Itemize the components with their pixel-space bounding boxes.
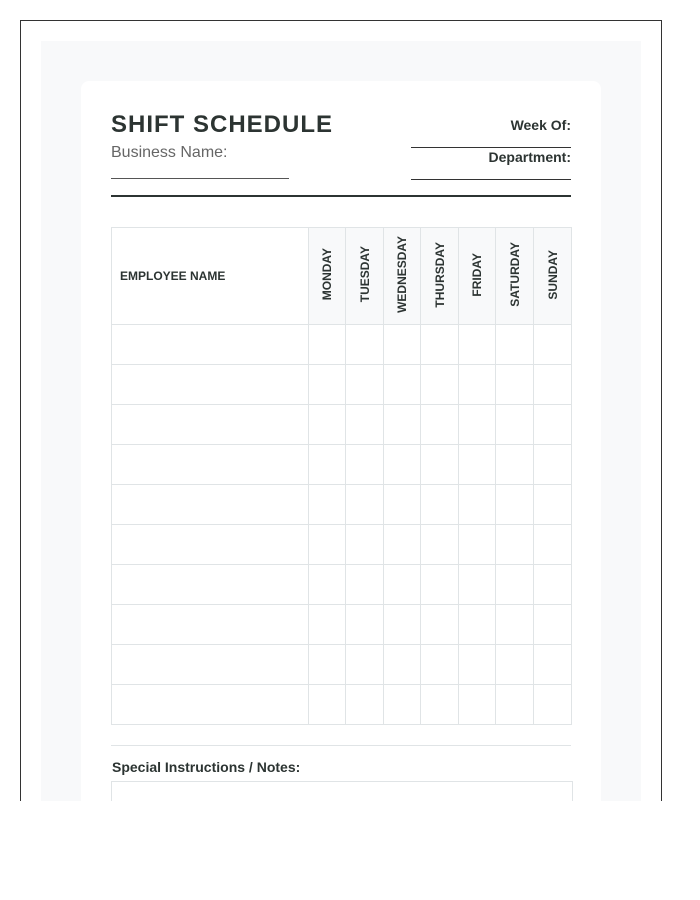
column-header-saturday: SATURDAY [507,242,522,307]
shift-cell[interactable] [309,325,346,365]
page-background [41,41,641,801]
shift-cell[interactable] [421,365,459,405]
employee-name-cell[interactable] [112,405,309,445]
shift-cell[interactable] [309,365,346,405]
table-header-row [112,228,572,325]
section-divider [111,745,571,746]
shift-cell[interactable] [309,525,346,565]
shift-cell[interactable] [346,485,384,525]
notes-field[interactable] [111,781,573,801]
shift-cell[interactable] [534,645,572,685]
shift-cell[interactable] [384,525,421,565]
header-divider [111,195,571,197]
shift-cell[interactable] [459,645,496,685]
shift-cell[interactable] [346,685,384,725]
shift-cell[interactable] [459,325,496,365]
notes-label: Special Instructions / Notes: [112,759,301,775]
shift-cell[interactable] [309,405,346,445]
shift-cell[interactable] [346,565,384,605]
shift-cell[interactable] [421,485,459,525]
shift-cell[interactable] [534,485,572,525]
employee-name-cell[interactable] [112,485,309,525]
shift-cell[interactable] [534,565,572,605]
shift-cell[interactable] [384,645,421,685]
employee-name-cell[interactable] [112,325,309,365]
shift-cell[interactable] [421,525,459,565]
table-row [112,325,572,365]
shift-cell[interactable] [534,405,572,445]
shift-cell[interactable] [421,605,459,645]
employee-name-cell[interactable] [112,445,309,485]
shift-cell[interactable] [496,445,534,485]
shift-cell[interactable] [309,605,346,645]
shift-cell[interactable] [496,405,534,445]
shift-cell[interactable] [384,325,421,365]
shift-cell[interactable] [459,605,496,645]
shift-cell[interactable] [534,325,572,365]
table-row [112,605,572,645]
shift-cell[interactable] [309,565,346,605]
shift-cell[interactable] [309,485,346,525]
column-header-friday: FRIDAY [470,252,484,297]
shift-cell[interactable] [459,405,496,445]
shift-cell[interactable] [534,525,572,565]
table-row [112,445,572,485]
shift-cell[interactable] [496,485,534,525]
shift-cell[interactable] [384,685,421,725]
shift-cell[interactable] [346,645,384,685]
shift-cell[interactable] [421,645,459,685]
column-header-monday: MONDAY [320,248,334,301]
table-row [112,565,572,605]
shift-cell[interactable] [421,445,459,485]
shift-cell[interactable] [459,525,496,565]
table-row [112,685,572,725]
shift-cell[interactable] [534,445,572,485]
shift-cell[interactable] [421,325,459,365]
table-row [112,365,572,405]
shift-cell[interactable] [496,605,534,645]
shift-cell[interactable] [534,685,572,725]
table-row [112,525,572,565]
week-of-field[interactable] [411,147,571,148]
shift-cell[interactable] [309,685,346,725]
employee-name-cell[interactable] [112,645,309,685]
shift-cell[interactable] [384,365,421,405]
schedule-table [111,227,572,725]
shift-cell[interactable] [384,485,421,525]
shift-cell[interactable] [421,405,459,445]
shift-cell[interactable] [421,685,459,725]
shift-cell[interactable] [384,405,421,445]
employee-name-cell[interactable] [112,565,309,605]
shift-cell[interactable] [496,325,534,365]
column-header-tuesday: TUESDAY [357,246,372,303]
shift-cell[interactable] [309,645,346,685]
shift-cell[interactable] [534,605,572,645]
shift-cell[interactable] [346,405,384,445]
shift-cell[interactable] [459,685,496,725]
shift-cell[interactable] [384,445,421,485]
shift-cell[interactable] [534,365,572,405]
shift-cell[interactable] [459,365,496,405]
employee-name-cell[interactable] [112,605,309,645]
shift-cell[interactable] [384,565,421,605]
column-header-sunday: SUNDAY [545,249,560,300]
column-header-employee: EMPLOYEE NAME [112,228,309,325]
table-row [112,645,572,685]
week-of-label: Week Of: [510,117,571,133]
employee-name-cell[interactable] [112,685,309,725]
schedule-sheet [81,81,601,801]
department-label: Department: [488,149,571,165]
shift-cell[interactable] [496,685,534,725]
department-field[interactable] [411,179,571,180]
business-name-label: Business Name: [111,144,228,161]
employee-name-cell[interactable] [112,365,309,405]
shift-cell[interactable] [459,485,496,525]
shift-cell[interactable] [496,365,534,405]
shift-cell[interactable] [496,565,534,605]
document-viewport [20,20,662,801]
shift-cell[interactable] [421,565,459,605]
employee-name-cell[interactable] [112,525,309,565]
shift-cell[interactable] [309,445,346,485]
shift-cell[interactable] [459,565,496,605]
shift-cell[interactable] [346,525,384,565]
shift-cell[interactable] [496,645,534,685]
page-title: SHIFT SCHEDULE [111,111,334,138]
shift-cell[interactable] [346,445,384,485]
shift-cell[interactable] [496,525,534,565]
shift-cell[interactable] [346,325,384,365]
column-header-wednesday: WEDNESDAY [395,236,409,313]
business-name-field[interactable] [111,178,289,179]
shift-cell[interactable] [459,445,496,485]
shift-cell[interactable] [384,605,421,645]
table-row [112,485,572,525]
shift-cell[interactable] [346,365,384,405]
column-header-thursday: THURSDAY [432,241,447,308]
shift-cell[interactable] [346,605,384,645]
table-row [112,405,572,445]
